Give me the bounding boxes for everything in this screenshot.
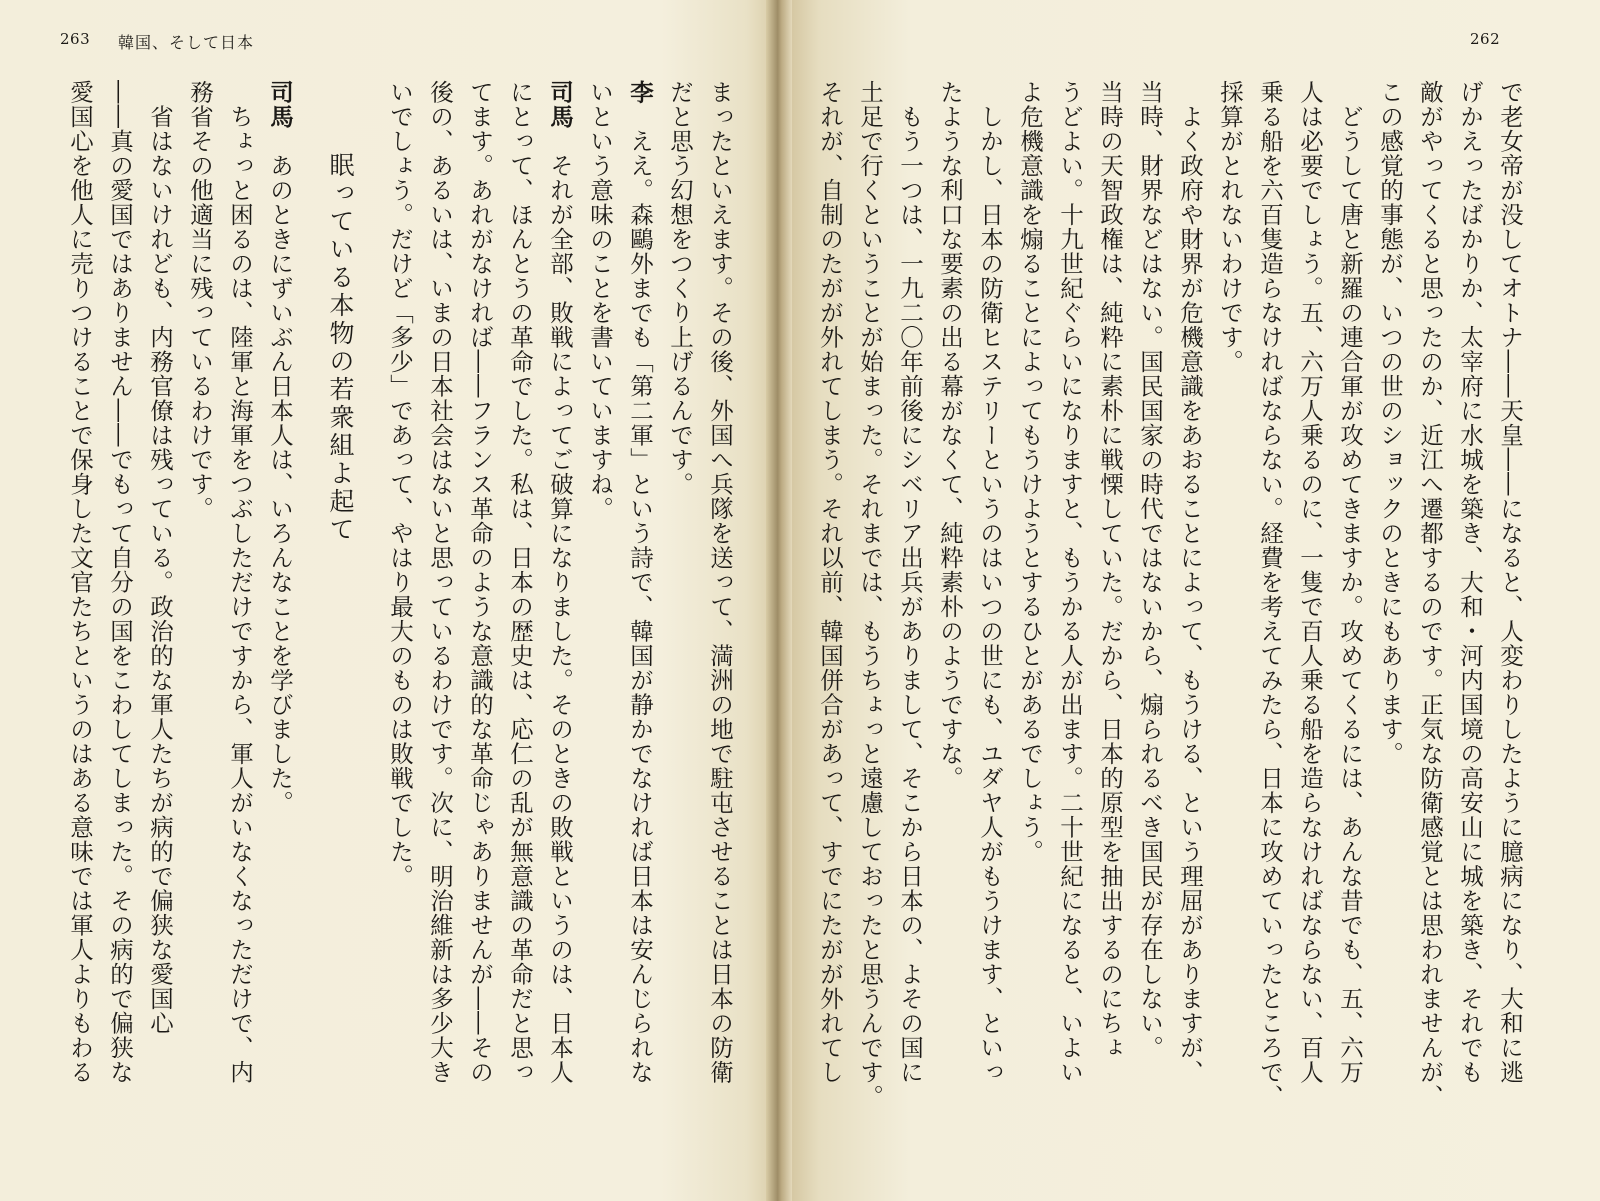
line-text: ――真の愛国ではありません――でもって自分の国をこわしてしまった。その病的で偏狭な [106,80,134,1085]
speaker-label: 司馬 [266,80,294,129]
text-line: よ危機意識を煽ることによってもうけようとするひとがあるでしょう。 [1016,80,1044,864]
dialogue-line [460,80,500,1120]
text-line: もう一つは、一九二〇年前後にシベリア出兵がありまして、そこから日本の、よその国に [896,80,924,1085]
dialogue-line [540,80,580,1120]
left-page-text [40,80,740,1120]
right-page-text [816,80,1530,1120]
line-text: だと思う幻想をつくり上げるんです。 [666,80,694,497]
text-line: 人は必要でしょう。五、六万人乗るのに、一隻で百人乗る船を造らなければならない、百人 [1296,80,1324,1085]
dialogue-line [420,80,460,1120]
speaker-label: 李 [626,80,654,105]
line-text: にとって、ほんとうの革命でした。私は、日本の歴史は、応仁の乱が無意識の革命だと思っ [506,80,534,1085]
line-text: いでしょう。だけど「多少」であって、やはり最大のものは敗戦でした。 [386,80,414,889]
line-text: それが全部、敗戦によってご破算になりました。そのときの敗戦というのは、日本人 [546,129,574,1085]
dialogue-line [500,80,540,1120]
dialogue-line [260,80,300,1120]
text-line: よく政府や財界が危機意識をあおることによって、もうける、という理屈がありますが、 [1176,80,1204,1085]
dialogue-line [700,80,740,1120]
dialogue-line [60,80,100,1120]
dialogue-line [140,80,180,1120]
text-line: しかし、日本の防衛ヒステリーというのはいつの世にも、ユダヤ人がもうけます、といっ [976,80,1004,1085]
book-gutter [766,0,792,1201]
text-line: で老女帝が没してオトナ――天皇――になると、人変わりしたように臆病になり、大和に逃 [1496,80,1524,1085]
text-line: それが、自制のたがが外れてしまう。それ以前、韓国併合があって、すでにたがが外れてし [816,80,844,1085]
line-text: 省はないけれども、内務官僚は残っている。政治的な軍人たちが病的で偏狭な愛国心 [146,80,174,1036]
line-text: 務省その他適当に残っているわけです。 [186,80,214,521]
text-line: 乗る船を六百隻造らなければならない。経費を考えてみたら、日本に攻めていったところで、 [1256,80,1284,1109]
dialogue-line [620,80,660,1120]
line-text: まったといえます。その後、外国へ兵隊を送って、満洲の地で駐屯させることは日本の防衛 [706,80,734,1085]
line-text: 愛国心を他人に売りつけることで保身した文官たちというのはある意味では軍人よりもわる [66,80,94,1085]
text-line: 当時、財界などはない。国民国家の時代ではないから、煽られるべき国民が存在しない。 [1136,80,1164,1060]
line-text: てます。あれがなければ――フランス革命のような意識的な革命じゃありませんが――その [466,80,494,1085]
dialogue-line [660,80,700,1120]
line-text: ちょっと困るのは、陸軍と海軍をつぶしただけですから、軍人がいなくなっただけで、内 [226,80,254,1085]
text-line: どうして唐と新羅の連合軍が攻めてきますか。攻めてくるには、あんな昔でも、五、六万 [1336,80,1364,1085]
left-page-number: 263 [60,30,91,48]
running-title: 韓国、そして日本 [118,33,255,52]
text-line: 採算がとれないわけです。 [1216,80,1244,374]
line-text: いという意味のことを書いていますね。 [586,80,614,521]
text-line: うどよい。十九世紀ぐらいになりますと、もうかる人が出ます。二十世紀になると、いよい [1056,80,1084,1085]
dialogue-line [180,80,220,1120]
dialogue-line [380,80,420,1120]
text-line: たような利口な要素の出る幕がなくて、純粋素朴のようですな。 [936,80,964,791]
text-line: げかえったばかりか、太宰府に水城を築き、大和・河内国境の高安山に城を築き、それでも [1456,80,1484,1085]
dialogue-line [580,80,620,1120]
line-text: 後の、あるいは、いまの日本社会はないと思っているわけです。次に、明治維新は多少大き [426,80,454,1085]
text-line: 土足で行くということが始まった。それまでは、もうちょっと遠慮しておったと思うんです。 [856,80,884,1109]
right-page-number: 262 [1470,30,1501,48]
text-line: 敵がやってくると思ったのか、近江へ遷都するのです。正気な防衛感覚とは思われませんが、 [1416,80,1444,1109]
text-line: 当時の天智政権は、純粋に素朴に戦慄していた。だから、日本的原型を抽出するのにちょ [1096,80,1124,1060]
dialogue-line [220,80,260,1120]
line-text: ええ。森鷗外までも「第二軍」という詩で、韓国が静かでなければ日本は安んじられな [626,104,654,1085]
dialogue-line [100,80,140,1120]
speaker-label: 司馬 [546,80,574,129]
text-line: この感覚的事態が、いつの世のショックのときにもあります。 [1376,80,1404,766]
line-text: あのときにずいぶん日本人は、いろんなことを学びました。 [266,129,294,815]
section-heading: 眠っている本物の若衆組よ起て [326,152,355,544]
